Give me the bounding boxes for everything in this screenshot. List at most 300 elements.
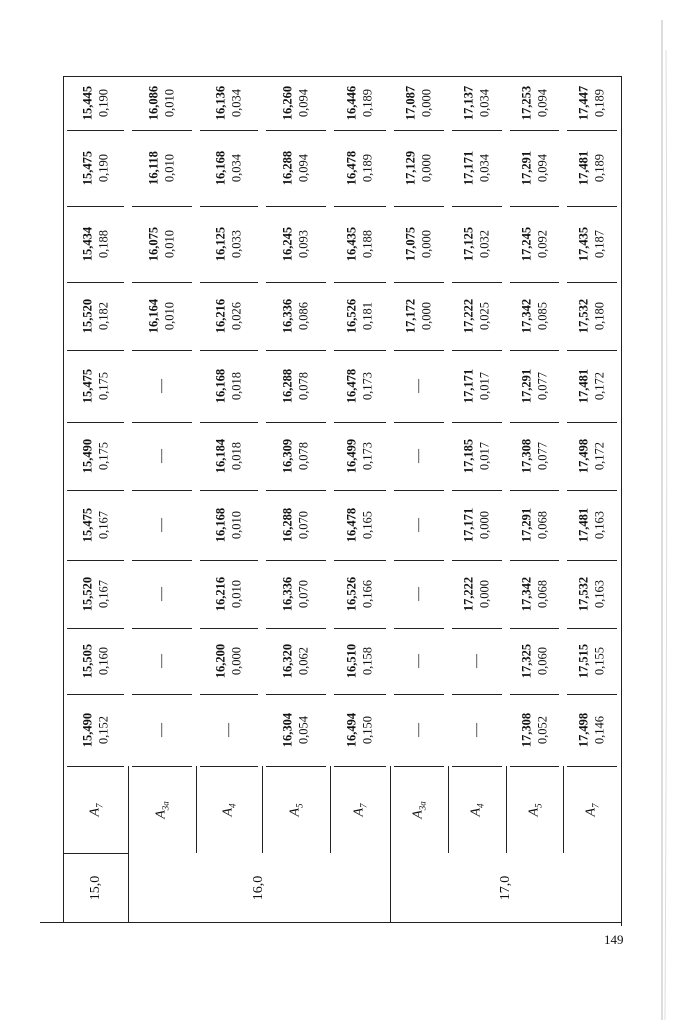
table-cell-empty: — [411,379,426,393]
table-cell-value: 17,498 [576,712,591,748]
row-divider [128,766,129,853]
table-cell-value: 15,445 [80,85,94,121]
cell-separator [132,206,192,207]
table-cell-value: 16,125 [213,226,228,262]
table-cell-value: 16,304 [280,712,295,748]
table-cell-value: 16,164 [146,298,161,334]
pressure-separator-15 [63,853,128,854]
table-cell-deviation: 0,158 [360,646,375,676]
table-cell-deviation: 0,189 [360,88,375,118]
cell-separator [334,560,386,561]
table-cell-value: 17,325 [519,643,533,679]
table-cell-deviation: 0,026 [229,301,244,331]
table-cell-deviation: 0,025 [477,301,492,331]
cell-separator [200,422,258,423]
cell-separator [510,422,559,423]
cell-separator [452,422,502,423]
cell-separator [200,206,258,207]
row-label-subscript: 7 [358,802,369,808]
cell-separator [200,560,258,561]
cell-separator [394,694,444,695]
label-separator [334,766,386,767]
table-cell-value: 17,185 [461,438,476,474]
cell-separator [266,694,326,695]
cell-separator [567,206,617,207]
table-cell-empty: — [469,654,484,668]
table-cell-value: 16,320 [280,643,295,679]
cell-separator [132,560,192,561]
table-cell-value: 17,342 [519,298,533,334]
table-cell-deviation: 0,188 [96,229,110,259]
table-cell-deviation: 0,167 [96,510,110,540]
table-cell-empty: — [154,587,169,601]
table-cell-deviation: 0,163 [592,579,607,609]
cell-separator [266,490,326,491]
table-cell-empty: — [411,587,426,601]
row-label-letter: A [468,807,484,817]
table-cell-deviation: 0,000 [419,88,434,118]
pressure-label: 16,0 [251,875,266,900]
table-cell-value: 17,291 [519,507,533,543]
table-cell-deviation: 0,092 [535,229,549,259]
label-separator [452,766,502,767]
table-cell-deviation: 0,167 [96,579,110,609]
table-cell-deviation: 0,165 [360,510,375,540]
table-cell-deviation: 0,034 [229,153,244,183]
table-cell-deviation: 0,094 [296,153,311,183]
label-separator [510,766,559,767]
table-cell-value: 17,075 [403,226,418,262]
table-cell-value: 16,478 [344,150,359,186]
table-cell-value: 16,136 [213,85,228,121]
cell-separator [266,422,326,423]
table-cell-deviation: 0,018 [229,441,244,471]
table-cell-value: 16,446 [344,85,359,121]
table-cell-deviation: 0,010 [162,88,177,118]
table-cell-deviation: 0,172 [592,371,607,401]
row-divider [330,766,331,853]
label-separator [567,766,617,767]
row-label-subscript: 5 [532,802,543,808]
cell-separator [67,282,124,283]
cell-separator [510,628,559,629]
table-cell-deviation: 0,018 [229,371,244,401]
table-cell-value: 16,526 [344,298,359,334]
cell-separator [67,422,124,423]
cell-separator [67,560,124,561]
table-cell-value: 17,087 [403,85,418,121]
cell-separator [334,206,386,207]
cell-separator [510,694,559,695]
table-cell-deviation: 0,032 [477,229,492,259]
cell-separator [67,206,124,207]
row-label-letter: A [583,807,599,817]
cell-separator [266,560,326,561]
table-cell-deviation: 0,094 [535,88,549,118]
table-cell-deviation: 0,181 [360,301,375,331]
table-cell-deviation: 0,175 [96,441,110,471]
cell-separator [132,628,192,629]
table-cell-deviation: 0,188 [360,229,375,259]
table-cell-empty: — [154,518,169,532]
table-cell-deviation: 0,093 [296,229,311,259]
row-label-letter: A [410,809,426,819]
row-label [87,803,104,816]
cell-separator [334,350,386,351]
cell-separator [334,282,386,283]
row-divider [563,766,564,853]
cell-separator [394,206,444,207]
cell-separator [510,130,559,131]
table-cell-deviation: 0,152 [96,715,110,745]
table-cell-value: 16,184 [213,438,228,474]
cell-separator [266,628,326,629]
table-cell-value: 17,125 [461,226,476,262]
table-cell-value: 16,216 [213,298,228,334]
table-cell-deviation: 0,190 [96,153,110,183]
table-cell-value: 16,288 [280,507,295,543]
cell-separator [67,350,124,351]
table-cell-deviation: 0,182 [96,301,110,331]
cell-separator [567,628,617,629]
table-cell-deviation: 0,010 [162,229,177,259]
row-label [526,803,543,816]
table-cell-value: 17,308 [519,438,533,474]
row-label [411,801,428,819]
table-cell-value: 16,336 [280,576,295,612]
table-cell-deviation: 0,189 [592,88,607,118]
cell-separator [334,130,386,131]
table-cell-value: 17,137 [461,85,476,121]
table-border-bottom [40,922,621,923]
row-divider [196,766,197,853]
table-cell-empty: — [154,449,169,463]
table-cell-empty: — [411,654,426,668]
cell-separator [334,490,386,491]
table-cell-deviation: 0,146 [592,715,607,745]
table-cell-value: 16,168 [213,150,228,186]
cell-separator [266,130,326,131]
label-separator [132,766,192,767]
table-cell-deviation: 0,163 [592,510,607,540]
table-cell-empty: — [154,379,169,393]
row-divider [621,766,622,853]
cell-separator [334,628,386,629]
table-cell-value: 15,475 [80,150,94,186]
table-cell-empty: — [154,723,169,737]
table-cell-value: 16,168 [213,507,228,543]
table-cell-deviation: 0,150 [360,715,375,745]
table-cell-deviation: 0,034 [477,153,492,183]
table-cell-deviation: 0,054 [296,715,311,745]
table-cell-value: 17,222 [461,576,476,612]
table-cell-value: 17,222 [461,298,476,334]
cell-separator [200,628,258,629]
table-cell-deviation: 0,094 [535,153,549,183]
table-cell-deviation: 0,062 [296,646,311,676]
table-cell-deviation: 0,010 [229,579,244,609]
cell-separator [132,490,192,491]
cell-separator [132,350,192,351]
row-label-letter: A [87,807,103,817]
cell-separator [132,282,192,283]
table-cell-value: 15,490 [80,712,94,748]
table-cell-value: 16,309 [280,438,295,474]
row-label-subscript: 7 [590,802,601,808]
cell-separator [334,694,386,695]
table-cell-value: 17,481 [576,150,591,186]
cell-separator [394,282,444,283]
table-cell-deviation: 0,034 [229,88,244,118]
table-cell-value: 17,171 [461,368,476,404]
table-cell-value: 16,288 [280,150,295,186]
table-cell-value: 17,291 [519,368,533,404]
cell-separator [567,350,617,351]
cell-separator [266,206,326,207]
table-cell-deviation: 0,034 [477,88,492,118]
cell-separator [394,350,444,351]
table-cell-value: 16,216 [213,576,228,612]
table-cell-value: 17,308 [519,712,533,748]
table-cell-value: 16,494 [344,712,359,748]
row-label-letter: A [351,807,367,817]
table-cell-value: 16,260 [280,85,295,121]
table-cell-value: 17,498 [576,438,591,474]
cell-separator [394,422,444,423]
table-cell-value: 17,171 [461,507,476,543]
pressure-label: 17,0 [497,875,513,900]
row-label-subscript: 4 [227,802,238,808]
table-cell-deviation: 0,010 [162,301,177,331]
cell-separator [510,282,559,283]
table-cell-value: 16,075 [146,226,161,262]
row-label-letter: A [287,807,303,817]
table-cell-value: 16,499 [344,438,359,474]
table-cell-value: 16,435 [344,226,359,262]
row-label [221,803,238,816]
table-cell-value: 17,435 [576,226,591,262]
table-cell-empty: — [221,723,236,737]
label-separator [266,766,326,767]
table-cell-value: 15,520 [80,576,94,612]
table-cell-deviation: 0,000 [419,229,434,259]
page-edge-shadow [656,20,676,1020]
cell-separator [200,130,258,131]
row-divider [262,766,263,853]
row-divider [448,766,449,853]
cell-separator [132,694,192,695]
cell-separator [200,490,258,491]
table-cell-deviation: 0,172 [592,441,607,471]
table-cell-empty: — [411,518,426,532]
table-cell-value: 16,478 [344,368,359,404]
table-cell-deviation: 0,086 [296,301,311,331]
row-label-subscript: 3a [417,800,428,810]
table-cell-deviation: 0,085 [535,301,549,331]
table-cell-deviation: 0,052 [535,715,549,745]
table-cell-deviation: 0,000 [419,153,434,183]
cell-separator [567,560,617,561]
cell-separator [452,206,502,207]
label-separator [200,766,258,767]
cell-separator [452,694,502,695]
table-border-left [63,76,64,922]
row-label-subscript: 5 [294,802,305,808]
table-cell-value: 16,200 [213,643,228,679]
table-cell-deviation: 0,000 [419,301,434,331]
table-cell-value: 17,172 [403,298,418,334]
table-cell-deviation: 0,017 [477,371,492,401]
cell-separator [452,130,502,131]
table-cell-deviation: 0,068 [535,579,549,609]
cell-separator [510,350,559,351]
table-cell-value: 17,342 [519,576,533,612]
table-cell-value: 16,168 [213,368,228,404]
table-cell-deviation: 0,189 [592,153,607,183]
cell-separator [67,628,124,629]
table-cell-deviation: 0,189 [360,153,375,183]
cell-separator [510,490,559,491]
table-cell-deviation: 0,173 [360,371,375,401]
table-cell-deviation: 0,070 [296,510,311,540]
table-cell-deviation: 0,166 [360,579,375,609]
table-cell-value: 15,475 [80,507,94,543]
table-cell-value: 17,171 [461,150,476,186]
table-cell-value: 17,245 [519,226,533,262]
table-cell-deviation: 0,000 [477,579,492,609]
label-separator [394,766,444,767]
table-cell-deviation: 0,000 [477,510,492,540]
cell-separator [67,490,124,491]
table-cell-deviation: 0,017 [477,441,492,471]
table-cell-deviation: 0,060 [535,646,549,676]
table-cell-value: 15,434 [80,226,94,262]
label-separator [67,766,124,767]
table-cell-value: 16,288 [280,368,295,404]
table-cell-value: 16,245 [280,226,295,262]
table-cell-value: 17,129 [403,150,418,186]
table-cell-value: 16,526 [344,576,359,612]
pressure-divider [390,853,391,922]
row-label [154,801,171,819]
cell-separator [67,694,124,695]
table-cell-deviation: 0,010 [162,153,177,183]
table-cell-deviation: 0,010 [229,510,244,540]
table-cell-value: 17,481 [576,507,591,543]
table-cell-value: 17,532 [576,576,591,612]
table-cell-deviation: 0,000 [229,646,244,676]
cell-separator [567,694,617,695]
table-cell-empty: — [411,449,426,463]
cell-separator [132,130,192,131]
table-cell-deviation: 0,068 [535,510,549,540]
pressure-divider [128,853,129,922]
pressure-label: 15,0 [87,875,103,900]
cell-separator [567,422,617,423]
table-cell-value: 16,510 [344,643,359,679]
cell-separator [567,490,617,491]
cell-separator [510,206,559,207]
cell-separator [452,560,502,561]
table-cell-empty: — [411,723,426,737]
table-cell-value: 16,086 [146,85,161,121]
cell-separator [567,130,617,131]
cell-separator [394,628,444,629]
table-cell-deviation: 0,155 [592,646,607,676]
table-cell-value: 17,447 [576,85,591,121]
cell-separator [200,282,258,283]
table-cell-value: 17,532 [576,298,591,334]
row-label [352,803,369,816]
row-divider [390,766,391,853]
table-cell-deviation: 0,094 [296,88,311,118]
table-cell-deviation: 0,070 [296,579,311,609]
cell-separator [266,282,326,283]
cell-separator [132,422,192,423]
cell-separator [394,560,444,561]
table-cell-deviation: 0,180 [592,301,607,331]
table-cell-value: 15,505 [80,643,94,679]
cell-separator [452,490,502,491]
table-cell-deviation: 0,077 [535,371,549,401]
table-cell-value: 17,253 [519,85,533,121]
table-cell-deviation: 0,033 [229,229,244,259]
row-label [584,803,601,816]
table-cell-empty: — [154,654,169,668]
cell-separator [200,694,258,695]
row-label-subscript: 3a [160,800,171,810]
table-cell-deviation: 0,190 [96,88,110,118]
row-divider [506,766,507,853]
cell-separator [452,282,502,283]
table-cell-deviation: 0,078 [296,371,311,401]
cell-separator [266,350,326,351]
cell-separator [452,628,502,629]
cell-separator [510,560,559,561]
table-cell-deviation: 0,077 [535,441,549,471]
cell-separator [200,350,258,351]
table-cell-deviation: 0,175 [96,371,110,401]
page-number: 149 [604,932,624,947]
row-label-letter: A [526,807,542,817]
row-label [288,803,305,816]
cell-separator [67,130,124,131]
table-cell-deviation: 0,173 [360,441,375,471]
table-cell-value: 17,481 [576,368,591,404]
row-label-subscript: 4 [475,802,486,808]
cell-separator [394,130,444,131]
cell-separator [567,282,617,283]
row-label-letter: A [153,809,169,819]
cell-separator [334,422,386,423]
table-cell-deviation: 0,078 [296,441,311,471]
table-cell-value: 15,475 [80,368,94,404]
row-label-subscript: 7 [93,802,104,808]
table-cell-value: 16,118 [146,151,161,185]
row-label [469,803,486,816]
table-cell-value: 15,490 [80,438,94,474]
table-cell-value: 17,515 [576,643,591,679]
table-cell-value: 16,336 [280,298,295,334]
table-cell-deviation: 0,187 [592,229,607,259]
table-cell-value: 15,520 [80,298,94,334]
row-label-letter: A [220,807,236,817]
table-cell-deviation: 0,160 [96,646,110,676]
table-border-top [63,76,621,77]
table-cell-value: 17,291 [519,150,533,186]
table-cell-empty: — [469,723,484,737]
cell-separator [394,490,444,491]
